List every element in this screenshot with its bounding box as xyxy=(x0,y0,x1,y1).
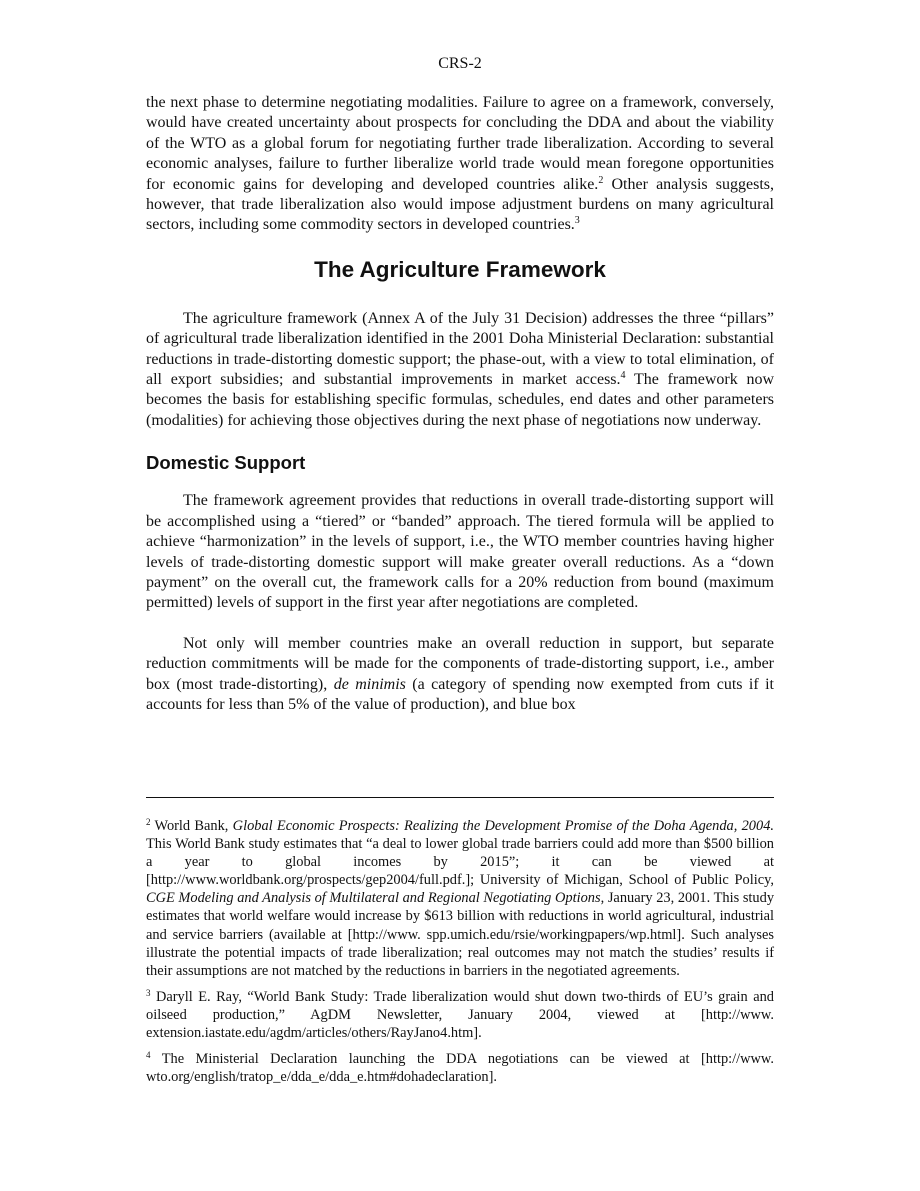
footnote-4-number: 4 xyxy=(146,1050,151,1061)
framework-paragraph xyxy=(146,309,774,431)
footnote-2-number: 2 xyxy=(146,817,151,827)
para2-text-a: Not only will member countries make an overall reduction in support, but separate reduction commitments will be made for the components of trade-distorting support, i.e., amber box (most trade-distorting), xyxy=(146,634,774,693)
footnote-4 xyxy=(146,1050,774,1086)
main-body xyxy=(146,93,774,715)
footnote-ref-2: 2 xyxy=(598,174,604,186)
subsection-heading: Domestic Support xyxy=(146,452,306,474)
footnote-3-text: Daryll E. Ray, “World Bank Study: Trade liberalization would shut down two-thirds of EU’s grain and oilseed production,” AgDM Newsletter, January 2004, viewed at [http://www. extension.iastate.edu/agdm/articles/others/RayJano4.htm]. xyxy=(146,988,774,1042)
footnote-4-text: The Ministerial Declaration launching the DDA negotiations can be viewed at [http://www. wto.org/english/tratop_e/dda_e/dda_e.htm#dohadeclaration]. xyxy=(146,1051,774,1086)
footnote-3 xyxy=(146,988,774,1042)
footnote-2-text-3: , January 23, 2001. This study estimates that world welfare would increase by $613 billion with reductions in world agricultural, industrial and service barriers (available at [http://www. spp.umich.edu/rsie/workingpapers/wp.html]. Such analyses illustrate the potential impacts of trade liberalization; real outcomes may not match the studies’ results if their assumptions are not matched by the reductions in barriers in the negotiated agreements. xyxy=(146,890,775,979)
footnote-ref-3: 3 xyxy=(574,215,580,227)
framework-text-a: The agriculture framework (Annex A of the July 31 Decision) addresses the three “pillars” of agricultural trade liberalization identified in the 2001 Doha Ministerial Declaration: substantial reductions in trade-distorting domestic support; the phase-out, with a view to total elimination, of all export subsidies; and substantial improvements in market access. xyxy=(146,309,774,389)
footnote-ref-4: 4 xyxy=(620,370,626,382)
para2-text-b: (a category of spending now exempted from cuts if it accounts for less than 5% of the value of production), and blue box xyxy=(146,675,774,713)
page-header: CRS-2 xyxy=(438,55,482,72)
intro-text-b: Other analysis suggests, however, that trade liberalization also would impose adjustment burdens on many agricultural sectors, including some commodity sectors in developed countries. xyxy=(146,175,775,234)
footnote-divider xyxy=(146,797,774,798)
footnote-2-title-2: CGE Modeling and Analysis of Multilateral and Regional Negotiating Options xyxy=(146,890,601,907)
footnote-2-text-1: World Bank, xyxy=(150,818,233,834)
intro-text-a: the next phase to determine negotiating modalities. Failure to agree on a framework, conversely, would have created uncertainty about prospects for concluding the DDA and about the viability of the WTO as a global forum for negotiating further trade liberalization. According to several economic analyses, failure to further liberalize world trade would mean foregone opportunities for economic gains for developing and developed countries alike. xyxy=(146,94,774,193)
framework-text-b: The framework now becomes the basis for establishing specific formulas, schedules, end dates and other parameters (modalities) for achieving those objectives during the next phase of negotiations now underway. xyxy=(146,371,775,429)
footnote-2-title-1: Global Economic Prospects: Realizing the Development Promise of the Doha Agenda, 2004. xyxy=(232,818,774,834)
paragraph-gap xyxy=(146,614,774,634)
footnotes xyxy=(146,817,774,1094)
footnote-2 xyxy=(146,817,774,980)
footnote-2-text-2: This World Bank study estimates that “a deal to lower global trade barriers could add more than $500 billion a year to global incomes by 2015”; it can be viewed at [http://www.worldbank.org/prospects/gep2004/full.pdf.]; University of Michigan, School of Public Policy, xyxy=(146,836,774,889)
domestic-support-paragraph-1: The framework agreement provides that reductions in overall trade-distorting support will be accomplished using a “tiered” or “banded” approach. The tiered formula will be applied to achieve “harmonization” in the levels of support, i.e., the WTO member countries having higher levels of trade-distorting domestic support will make greater overall reductions. As a “down payment” on the overall cut, the framework calls for a 20% reduction from bound (maximum permitted) levels of support in the first year after negotiations are completed. xyxy=(146,492,774,612)
footnote-3-number: 3 xyxy=(146,987,151,998)
para2-italic-term: de minimis xyxy=(333,675,406,693)
intro-paragraph xyxy=(146,93,774,236)
section-heading: The Agriculture Framework xyxy=(314,256,606,282)
domestic-support-paragraph-2 xyxy=(146,634,774,716)
